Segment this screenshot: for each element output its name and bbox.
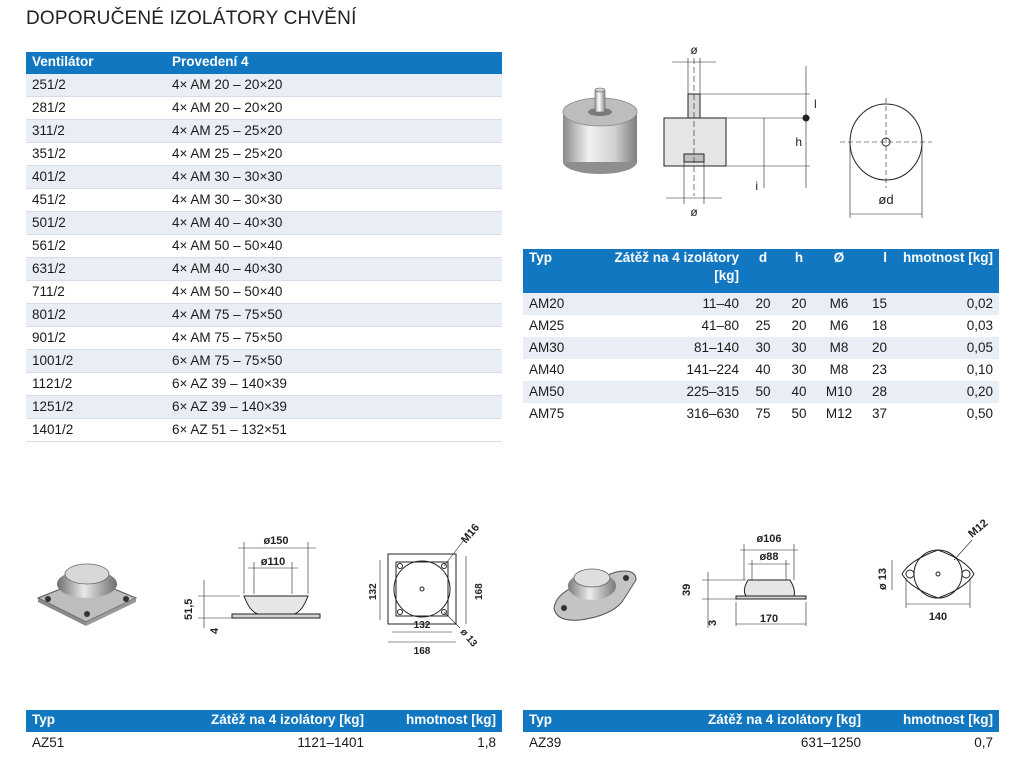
table-cell: 4× AM 50 – 50×40 xyxy=(166,235,502,258)
table-cell: 20 xyxy=(745,293,781,315)
ventilator-table xyxy=(26,52,502,442)
table-cell: 40 xyxy=(781,381,817,403)
am-i-label: i xyxy=(755,179,758,193)
table-cell: 37 xyxy=(861,403,893,425)
table-header-row xyxy=(523,249,999,293)
table-cell: 401/2 xyxy=(26,166,166,189)
am-d-label: ød xyxy=(878,192,894,207)
az39-d13-label: ø 13 xyxy=(877,567,889,590)
table-cell: 20 xyxy=(781,293,817,315)
table-cell: 4× AM 20 – 20×20 xyxy=(166,97,502,120)
col-header-hmotnost: hmotnost [kg] xyxy=(867,710,999,732)
table-cell: 311/2 xyxy=(26,120,166,143)
table-cell: 4× AM 25 – 25×20 xyxy=(166,143,502,166)
table-cell: 30 xyxy=(781,359,817,381)
table-cell: 6× AZ 39 – 140×39 xyxy=(166,396,502,419)
az39-top-view xyxy=(892,540,974,608)
cell-hmotnost: 1,8 xyxy=(370,732,502,754)
table-header-row xyxy=(26,52,502,74)
az51-h4-label: 4 xyxy=(209,627,221,634)
table-cell: M8 xyxy=(817,359,861,381)
table-cell: 50 xyxy=(781,403,817,425)
table-row xyxy=(26,212,502,235)
am-h-label: h xyxy=(795,135,802,149)
am-table xyxy=(523,249,999,425)
table-cell: 30 xyxy=(781,337,817,359)
az51-isolator-drawing xyxy=(26,520,502,670)
table-cell: 451/2 xyxy=(26,189,166,212)
table-row xyxy=(26,419,502,442)
az39-m12-label: M12 xyxy=(966,517,991,541)
az51-d13-label: ø 13 xyxy=(457,626,479,650)
table-cell: 4× AM 40 – 40×30 xyxy=(166,212,502,235)
az39-isolator-drawing xyxy=(540,517,1010,670)
table-row xyxy=(26,281,502,304)
table-row xyxy=(523,381,999,403)
table-cell: 11–40 xyxy=(587,293,745,315)
table-cell: 23 xyxy=(861,359,893,381)
table-row xyxy=(26,373,502,396)
table-row xyxy=(523,732,999,754)
table-cell: 4× AM 75 – 75×50 xyxy=(166,304,502,327)
table-cell: 40 xyxy=(745,359,781,381)
col-header-dia: Ø xyxy=(817,249,861,293)
table-cell: M10 xyxy=(817,381,861,403)
table-cell: 6× AZ 39 – 140×39 xyxy=(166,373,502,396)
table-cell: 30 xyxy=(745,337,781,359)
table-cell: M6 xyxy=(817,315,861,337)
table-cell: 1121/2 xyxy=(26,373,166,396)
table-row xyxy=(523,293,999,315)
cell-zatez: 631–1250 xyxy=(655,732,867,754)
table-header-row xyxy=(26,710,502,732)
table-row xyxy=(26,732,502,754)
table-cell: 316–630 xyxy=(587,403,745,425)
table-cell: 6× AM 75 – 75×50 xyxy=(166,350,502,373)
table-row xyxy=(523,337,999,359)
table-cell: AM30 xyxy=(523,337,587,359)
table-cell: 6× AZ 51 – 132×51 xyxy=(166,419,502,442)
table-cell: 4× AM 50 – 50×40 xyxy=(166,281,502,304)
table-cell: 4× AM 40 – 40×30 xyxy=(166,258,502,281)
az51-132-vertical-label: 132 xyxy=(368,583,379,600)
table-cell: 75 xyxy=(745,403,781,425)
table-row xyxy=(523,359,999,381)
table-row xyxy=(26,235,502,258)
az39-w170-label: 170 xyxy=(759,613,779,625)
table-row xyxy=(523,403,999,425)
az51-168-vertical-label: 168 xyxy=(474,583,485,600)
table-cell: 1251/2 xyxy=(26,396,166,419)
table-cell: 41–80 xyxy=(587,315,745,337)
az51-section-drawing xyxy=(198,542,320,628)
table-cell: 0,02 xyxy=(893,293,999,315)
table-cell: 0,03 xyxy=(893,315,999,337)
table-row xyxy=(26,396,502,419)
col-header-zatez: Zátěž na 4 izolátory [kg] xyxy=(158,710,370,732)
table-cell: M8 xyxy=(817,337,861,359)
table-cell: 81–140 xyxy=(587,337,745,359)
table-row xyxy=(26,327,502,350)
col-header-zatez: Zátěž na 4 izolátory [kg] xyxy=(587,249,745,293)
page-title: DOPORUČENÉ IZOLÁTORY CHVĚNÍ xyxy=(26,8,357,29)
table-cell: 711/2 xyxy=(26,281,166,304)
am-l-label: l xyxy=(814,97,817,111)
table-cell: 4× AM 25 – 25×20 xyxy=(166,120,502,143)
table-cell: AM25 xyxy=(523,315,587,337)
table-cell: 25 xyxy=(745,315,781,337)
table-row xyxy=(26,304,502,327)
table-cell: 4× AM 30 – 30×30 xyxy=(166,189,502,212)
table-cell: M12 xyxy=(817,403,861,425)
table-cell: 631/2 xyxy=(26,258,166,281)
am-isolator-photo xyxy=(563,88,637,174)
table-cell: 1401/2 xyxy=(26,419,166,442)
az51-m16-label: M16 xyxy=(459,521,483,546)
table-cell: AM50 xyxy=(523,381,587,403)
cell-zatez: 1121–1401 xyxy=(158,732,370,754)
col-header-typ: Typ xyxy=(523,710,655,732)
table-row xyxy=(26,189,502,212)
table-header-row xyxy=(523,710,999,732)
cell-typ: AZ39 xyxy=(523,732,655,754)
az51-h51-label: 51,5 xyxy=(183,598,195,620)
table-cell: AM20 xyxy=(523,293,587,315)
am-isolator-drawing xyxy=(540,38,1020,228)
col-header-typ: Typ xyxy=(26,710,158,732)
col-header-l: l xyxy=(861,249,893,293)
table-cell: 0,20 xyxy=(893,381,999,403)
col-header-typ: Typ xyxy=(523,249,587,293)
table-cell: 4× AM 75 – 75×50 xyxy=(166,327,502,350)
table-cell: 0,50 xyxy=(893,403,999,425)
az51-table xyxy=(26,710,502,754)
table-cell: 561/2 xyxy=(26,235,166,258)
table-cell: 141–224 xyxy=(587,359,745,381)
col-header-d: d xyxy=(745,249,781,293)
table-cell: 251/2 xyxy=(26,74,166,97)
table-row xyxy=(26,166,502,189)
table-cell: 801/2 xyxy=(26,304,166,327)
az39-d88-label: ø88 xyxy=(759,551,779,563)
az51-d150-label: ø150 xyxy=(263,535,289,547)
am-section-drawing xyxy=(664,58,810,204)
table-cell: 20 xyxy=(861,337,893,359)
col-header-ventilator: Ventilátor xyxy=(26,52,166,74)
az39-section-drawing xyxy=(702,544,806,628)
table-cell: 901/2 xyxy=(26,327,166,350)
table-cell: 18 xyxy=(861,315,893,337)
table-cell: 0,10 xyxy=(893,359,999,381)
col-header-h: h xyxy=(781,249,817,293)
col-header-hmotnost: hmotnost [kg] xyxy=(893,249,999,293)
table-cell: 4× AM 30 – 30×30 xyxy=(166,166,502,189)
table-cell: AM40 xyxy=(523,359,587,381)
col-header-zatez: Zátěž na 4 izolátory [kg] xyxy=(655,710,867,732)
table-row xyxy=(26,258,502,281)
am-dia-top-label: ø xyxy=(690,43,698,57)
am-dia-bottom-label: ø xyxy=(690,205,698,219)
table-cell: 15 xyxy=(861,293,893,315)
az51-d110-label: ø110 xyxy=(260,556,286,568)
table-cell: 50 xyxy=(745,381,781,403)
az39-table xyxy=(523,710,999,754)
table-row xyxy=(523,315,999,337)
col-header-hmotnost: hmotnost [kg] xyxy=(370,710,502,732)
az39-isolator-photo xyxy=(554,569,636,620)
table-cell: 501/2 xyxy=(26,212,166,235)
table-cell: 20 xyxy=(781,315,817,337)
table-cell: 0,05 xyxy=(893,337,999,359)
table-cell: 281/2 xyxy=(26,97,166,120)
az51-132-horizontal-label: 132 xyxy=(413,620,431,631)
table-cell: 225–315 xyxy=(587,381,745,403)
cell-typ: AZ51 xyxy=(26,732,158,754)
az51-168-horizontal-label: 168 xyxy=(413,646,431,657)
table-cell: 1001/2 xyxy=(26,350,166,373)
table-cell: AM75 xyxy=(523,403,587,425)
table-row xyxy=(26,74,502,97)
col-header-provedeni: Provedení 4 xyxy=(166,52,502,74)
az39-h39-label: 39 xyxy=(681,583,693,596)
table-row xyxy=(26,143,502,166)
az39-w140-label: 140 xyxy=(928,611,948,623)
cell-hmotnost: 0,7 xyxy=(867,732,999,754)
table-cell: M6 xyxy=(817,293,861,315)
table-row xyxy=(26,97,502,120)
table-row xyxy=(26,120,502,143)
az51-isolator-photo xyxy=(38,564,136,626)
az39-h3-label: 3 xyxy=(707,619,719,626)
az39-d106-label: ø106 xyxy=(756,533,782,545)
table-row xyxy=(26,350,502,373)
table-cell: 351/2 xyxy=(26,143,166,166)
table-cell: 28 xyxy=(861,381,893,403)
table-cell: 4× AM 20 – 20×20 xyxy=(166,74,502,97)
